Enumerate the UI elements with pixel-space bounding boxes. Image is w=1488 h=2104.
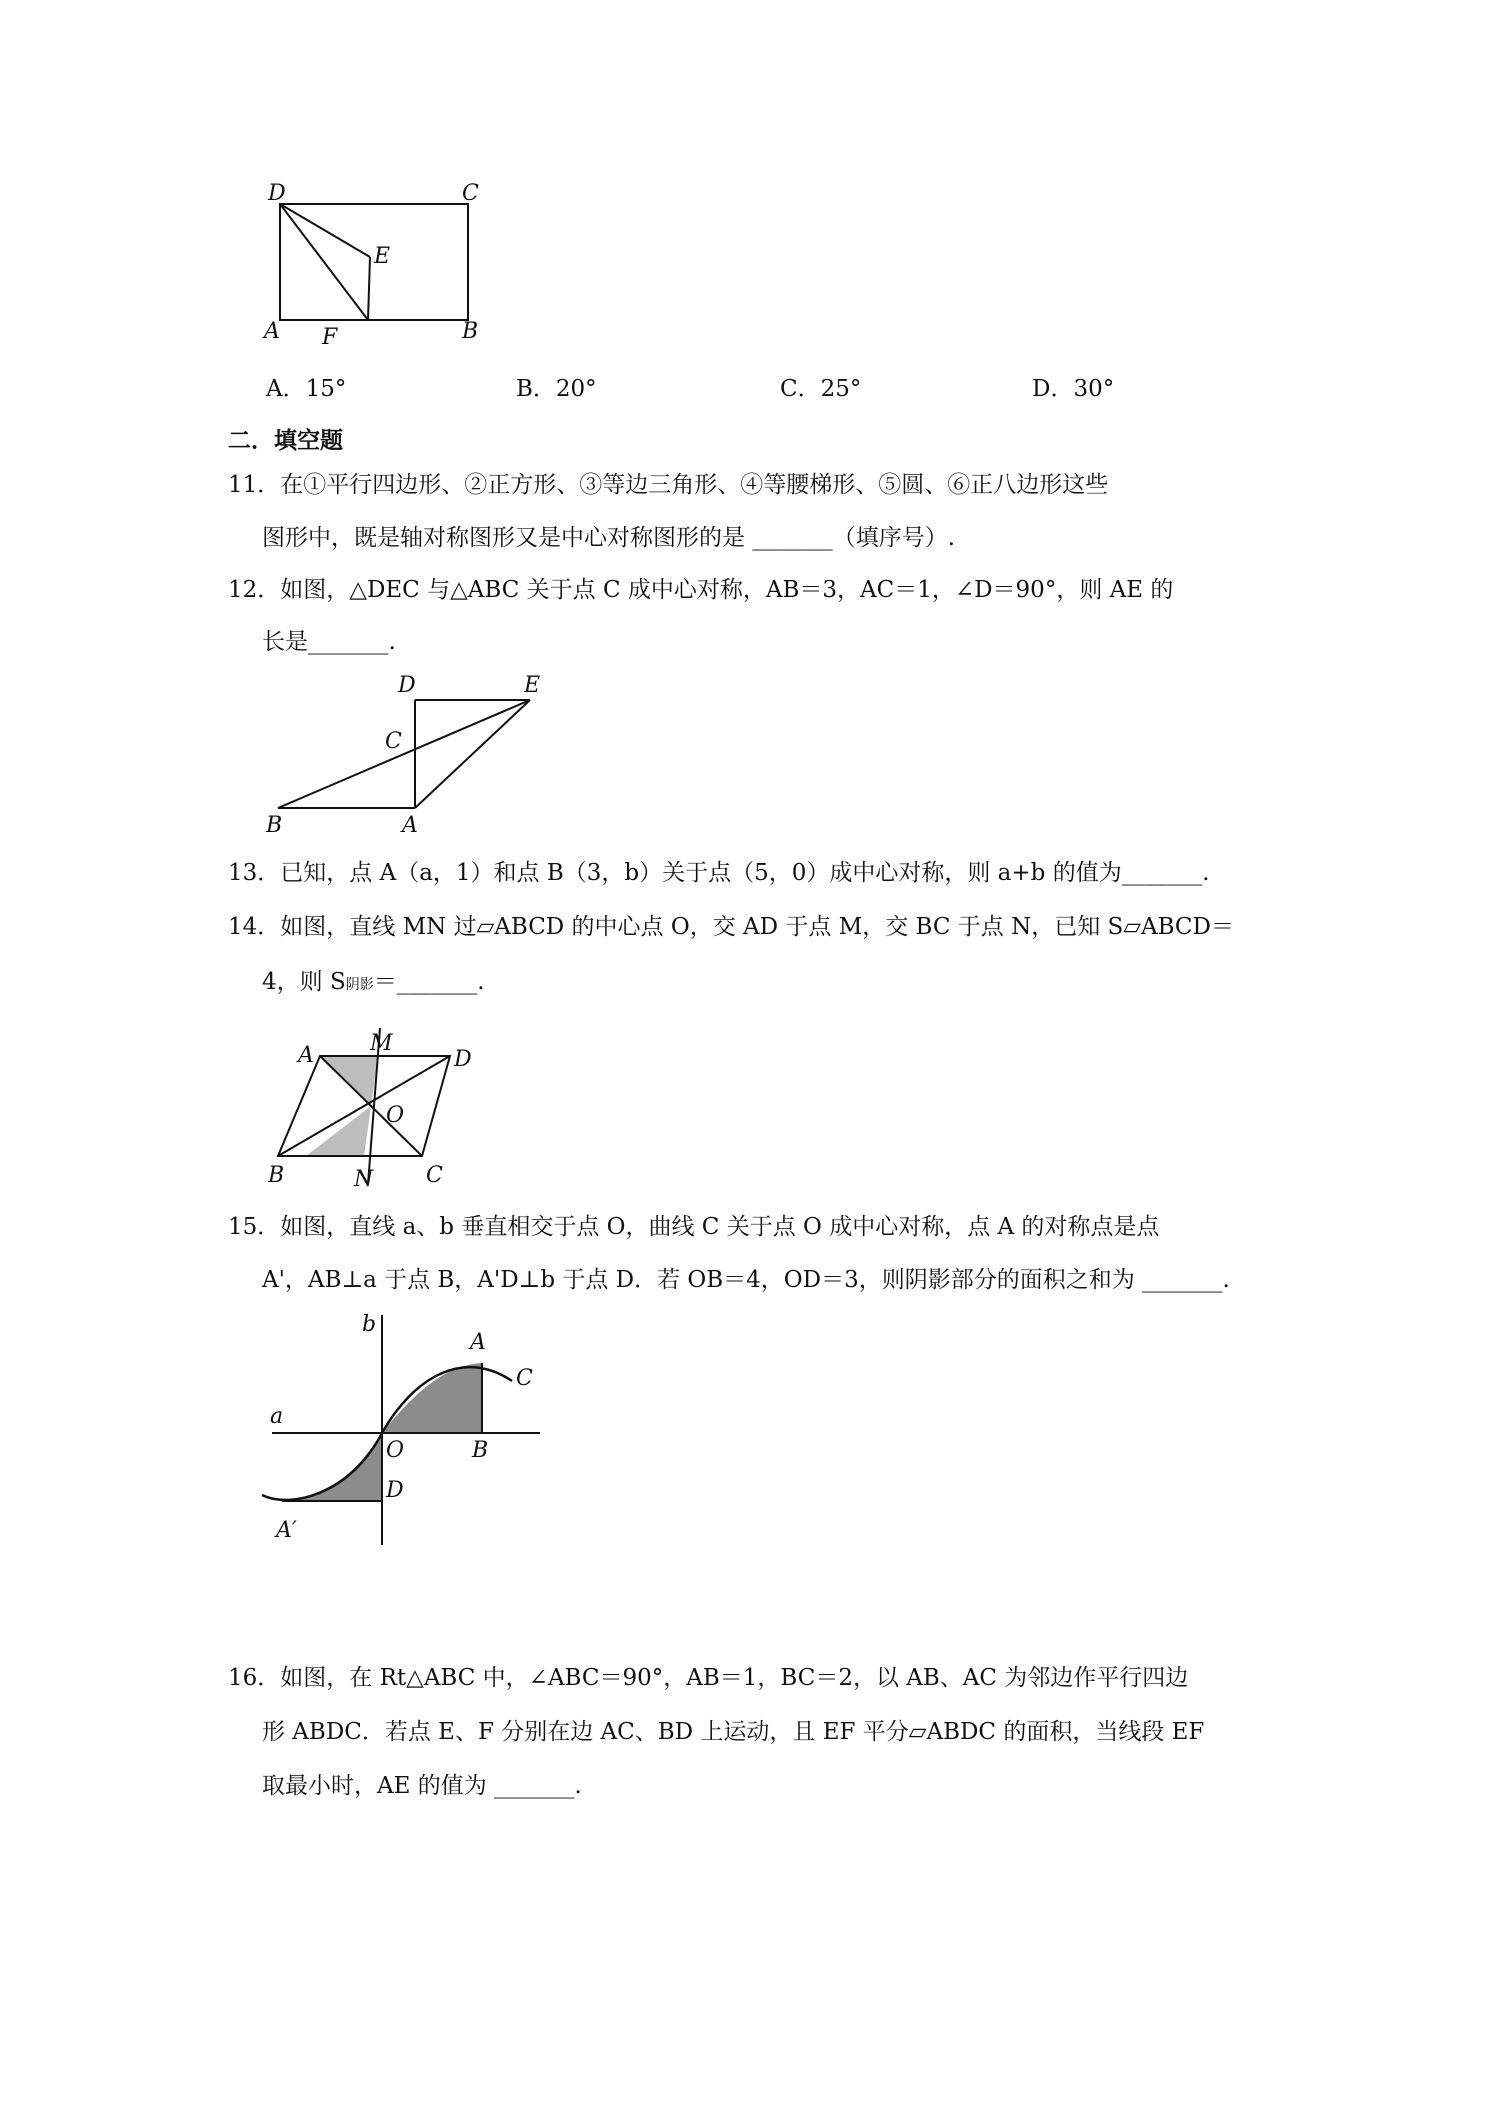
label-D: D [398, 673, 416, 698]
label-b: b [362, 1312, 377, 1337]
label-C: C [385, 729, 402, 754]
label-D: D [386, 1478, 404, 1503]
q16-line2: 形 ABDC．若点 E、F 分别在边 AC、BD 上运动，且 EF 平分▱ABDC 的面积，当线段 EF [262, 1719, 1205, 1745]
label-O: O [386, 1438, 405, 1463]
label-D: D [454, 1047, 472, 1072]
q15-line2: A'，AB⊥a 于点 B，A'D⊥b 于点 D．若 OB＝4，OD＝3，则阴影部分的面积之和为 _______. [262, 1267, 1230, 1293]
figure-symmetric-curve [250, 1305, 570, 1565]
label-B: B [266, 813, 283, 838]
label-A: A [264, 319, 280, 344]
q11-line2: 图形中，既是轴对称图形又是中心对称图形的是 _______（填序号）. [262, 525, 956, 551]
section-title: 二．填空题 [228, 428, 343, 454]
option-b: B．20° [516, 376, 597, 402]
label-O: O [386, 1103, 405, 1128]
figure-central-symmetry-triangles [250, 668, 570, 838]
label-C: C [462, 181, 479, 206]
q14-line1: 14．如图，直线 MN 过▱ABCD 的中心点 O，交 AD 于点 M，交 BC 于点 N，已知 S▱ABCD＝ [228, 914, 1234, 940]
option-d: D．30° [1032, 376, 1115, 402]
label-D: D [268, 181, 286, 206]
q11-line1: 11．在①平行四边形、②正方形、③等边三角形、④等腰梯形、⑤圆、⑥正八边形这些 [228, 472, 1109, 498]
q14-line2: 4，则 S阴影＝_______. [262, 969, 485, 995]
label-A: A [298, 1043, 314, 1068]
label-B: B [462, 319, 479, 344]
label-B: B [268, 1163, 285, 1188]
q16-line1: 16．如图，在 Rt△ABC 中，∠ABC＝90°，AB＝1，BC＝2，以 AB、AC 为邻边作平行四边 [228, 1665, 1189, 1691]
q15-line1: 15．如图，直线 a、b 垂直相交于点 O，曲线 C 关于点 O 成中心对称，点 A 的对称点是点 [228, 1214, 1160, 1240]
label-N: N [354, 1167, 374, 1190]
label-E: E [374, 244, 391, 269]
label-A: A [402, 813, 418, 838]
label-a: a [270, 1404, 284, 1429]
q12-line1: 12．如图，△DEC 与△ABC 关于点 C 成中心对称，AB＝3，AC＝1，∠D＝90°，则 AE 的 [228, 577, 1174, 603]
label-F: F [322, 325, 338, 350]
option-c: C．25° [780, 376, 862, 402]
label-E: E [524, 673, 541, 698]
label-C: C [426, 1163, 443, 1188]
q12-line2: 长是_______. [262, 629, 396, 655]
q16-line3: 取最小时，AE 的值为 _______. [262, 1773, 582, 1799]
label-B: B [472, 1438, 489, 1463]
option-a: A．15° [266, 376, 347, 402]
label-C: C [516, 1366, 533, 1391]
figure-parallelogram-mn [258, 1022, 498, 1190]
label-A-prime: A′ [276, 1518, 297, 1543]
label-M: M [370, 1031, 393, 1056]
label-A: A [470, 1330, 486, 1355]
figure-rectangle-abcd [250, 170, 510, 360]
q13-line1: 13．已知，点 A（a，1）和点 B（3，b）关于点（5，0）成中心对称，则 a+b 的值为_______. [228, 860, 1210, 886]
